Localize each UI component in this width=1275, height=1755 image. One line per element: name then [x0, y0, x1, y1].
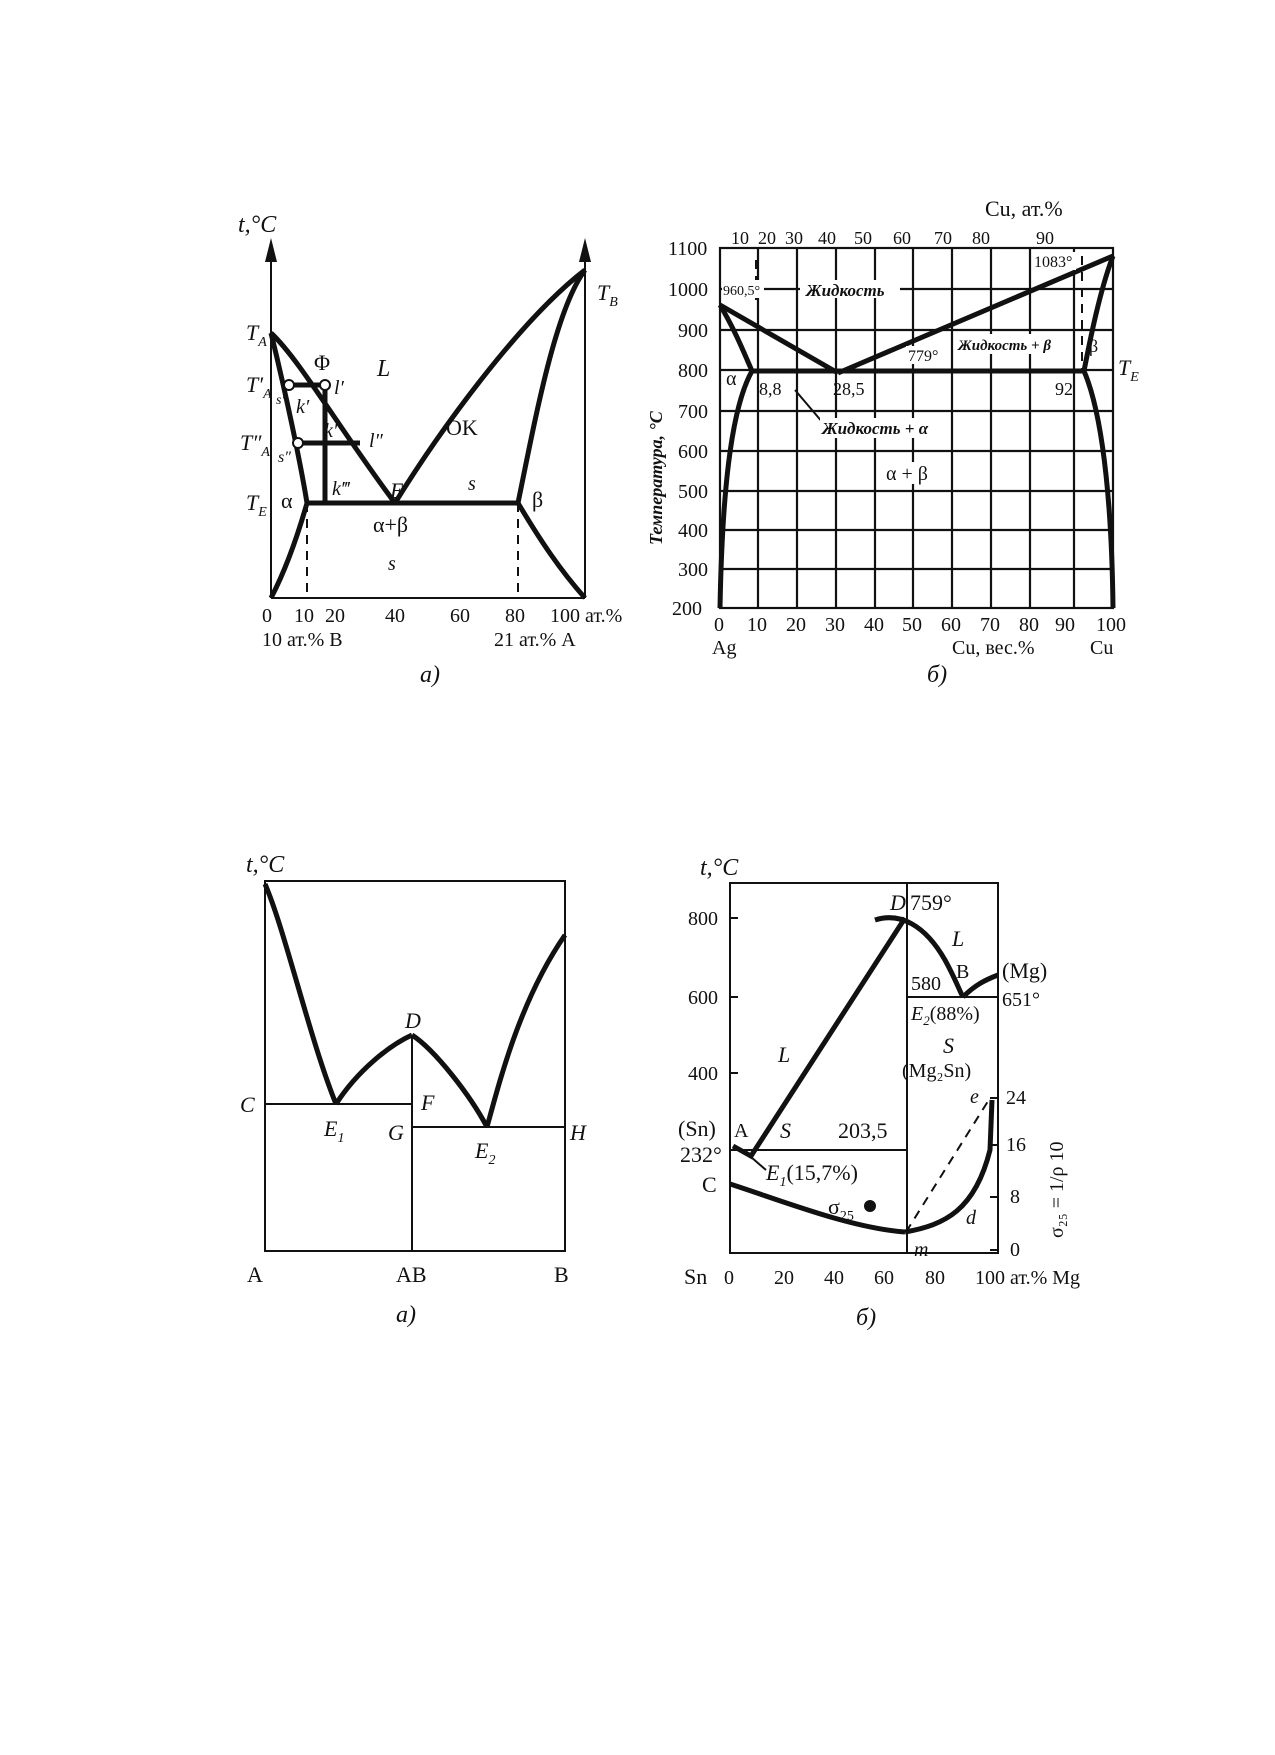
right-arrow-icon [579, 238, 591, 262]
curve-E2-B [487, 935, 565, 1127]
label-E2: $E_2(88\%)$ [911, 1003, 980, 1028]
top-tick-30: 30 [785, 228, 803, 248]
label-s2: s″ [278, 449, 291, 466]
label-TA2: $T''_A$ [240, 430, 270, 460]
x-label-AB: AB [396, 1262, 427, 1287]
y-tick-900: 900 [678, 320, 708, 342]
label-l2: l″ [369, 430, 383, 452]
tick-100: 100 ат.% [550, 605, 623, 627]
point-s2 [293, 438, 303, 448]
x-tick-20: 20 [774, 1267, 794, 1289]
label-t-Mg: 651° [1002, 989, 1040, 1011]
note-right: 21 ат.% A [494, 629, 576, 651]
label-sigma: $\sigma_{25}$ [828, 1194, 854, 1224]
label-alpha-beta: α+β [373, 512, 409, 537]
top-tick-80: 80 [972, 228, 990, 248]
caption-a-bottom: а) [396, 1302, 416, 1328]
solvus-right [518, 503, 585, 598]
top-tick-40: 40 [818, 228, 836, 248]
tick-20: 20 [325, 605, 345, 627]
top-tick-20: 20 [758, 228, 776, 248]
label-232: 232° [680, 1142, 722, 1167]
label-liquid: Жидкость [806, 281, 885, 300]
label-e: e [970, 1086, 979, 1108]
label-TA1: $T'_A$ [246, 372, 272, 402]
r-tick-0: 0 [1010, 1239, 1020, 1261]
y-tick-600: 600 [688, 987, 718, 1009]
label-beta: β [532, 487, 544, 512]
x-title: Cu, вес.% [952, 637, 1035, 659]
y-tick-200: 200 [672, 598, 702, 620]
x-left-ag: Ag [712, 637, 737, 659]
label-eut-t: 779° [908, 348, 939, 365]
label-Mg: (Mg) [1002, 958, 1048, 983]
x-tick-100: 100 ат.% Mg [975, 1267, 1081, 1289]
y-axis-label: t,°C [238, 212, 277, 238]
label-c1: 8,8 [759, 379, 782, 399]
liquidus-right [395, 270, 585, 503]
y-tick-800: 800 [678, 360, 708, 382]
label-c3: 92 [1055, 379, 1073, 399]
y-arrow-icon [265, 238, 277, 262]
y-tick-1100: 1100 [668, 238, 708, 260]
x-tick-40: 40 [864, 614, 884, 636]
x-tick-20: 20 [786, 614, 806, 636]
tick-60: 60 [450, 605, 470, 627]
label-E1: $E_1(15,7\%)$ [766, 1160, 858, 1190]
label-A: A [734, 1120, 749, 1142]
figure-bottom-right [678, 855, 1080, 1331]
figure-top-right [646, 196, 1139, 688]
label-TE: $T_E$ [246, 490, 267, 520]
top-tick-50: 50 [854, 228, 872, 248]
label-580: 580 [911, 973, 941, 995]
label-B: B [956, 961, 970, 983]
tick-0: 0 [262, 605, 272, 627]
top-axis-title: Cu, ат.% [985, 196, 1063, 221]
pointer-E1 [751, 1157, 766, 1170]
x-tick-100: 100 [1096, 614, 1126, 636]
tick-10: 10 [294, 605, 314, 627]
label-t-cu: 1083° [1034, 254, 1073, 271]
label-L-top: L [952, 926, 965, 951]
solidus-right [518, 270, 585, 503]
y-tick-600: 600 [678, 441, 708, 463]
figure-bottom-left [240, 852, 587, 1328]
sigma-dash [906, 1098, 990, 1232]
label-s-lower: s [388, 553, 396, 575]
label-k2: k″ [324, 420, 342, 442]
x-tick-70: 70 [980, 614, 1000, 636]
x-right-cu: Cu [1090, 637, 1114, 659]
caption-b-top: б) [927, 662, 948, 688]
label-E: E [390, 478, 404, 503]
y-tick-800: 800 [688, 908, 718, 930]
y-tick-400: 400 [678, 520, 708, 542]
note-left: 10 ат.% B [262, 629, 343, 651]
tick-80: 80 [505, 605, 525, 627]
label-s1: s′ [276, 393, 285, 408]
figure-top-left [238, 212, 622, 688]
solidus-left [271, 333, 307, 503]
label-S-comp: S [943, 1033, 954, 1058]
tick-40: 40 [385, 605, 405, 627]
x-tick-10: 10 [747, 614, 767, 636]
x-tick-90: 90 [1055, 614, 1075, 636]
label-liquid-beta: Жидкость + β [958, 338, 1051, 354]
label-E1: $E_1$ [324, 1116, 345, 1146]
top-tick-10: 10 [731, 228, 749, 248]
curve-A-E1 [265, 884, 336, 1104]
label-TE: $T_E$ [1118, 355, 1139, 385]
label-t-ag: 960,5° [723, 284, 761, 299]
caption-b-bottom: б) [856, 1305, 877, 1331]
x-left-sn: Sn [684, 1264, 708, 1289]
point-s1 [284, 380, 294, 390]
x-tick-80: 80 [925, 1267, 945, 1289]
label-S-left: S [780, 1118, 791, 1143]
y-axis-title: Температура, °C [646, 411, 666, 545]
x-tick-40: 40 [824, 1267, 844, 1289]
y-tick-300: 300 [678, 559, 708, 581]
label-alpha: α [281, 488, 293, 513]
x-tick-80: 80 [1019, 614, 1039, 636]
right-axis-title: σ₂₅ = 1/ρ 10 [1046, 1141, 1068, 1238]
label-m: m [914, 1239, 929, 1261]
label-s-upper: s [468, 473, 476, 495]
r-tick-16: 16 [1006, 1134, 1026, 1156]
top-tick-90: 90 [1036, 228, 1054, 248]
r-tick-8: 8 [1010, 1186, 1020, 1208]
y-tick-700: 700 [678, 401, 708, 423]
label-2035: 203,5 [838, 1118, 888, 1143]
r-tick-24: 24 [1006, 1087, 1026, 1109]
x-tick-60: 60 [874, 1267, 894, 1289]
label-TB: $T_B$ [597, 280, 618, 310]
y-tick-1000: 1000 [668, 279, 708, 301]
label-C: C [702, 1172, 717, 1197]
y-axis-label: t,°C [246, 852, 285, 878]
x-label-A: A [247, 1262, 263, 1287]
label-c2: 28,5 [833, 379, 865, 399]
x-tick-60: 60 [941, 614, 961, 636]
label-l1: l′ [334, 377, 344, 399]
label-L: L [377, 356, 391, 382]
x-tick-0: 0 [714, 614, 724, 636]
x-tick-30: 30 [825, 614, 845, 636]
top-tick-60: 60 [893, 228, 911, 248]
label-Mg2Sn: (Mg₂Sn) [902, 1060, 972, 1082]
liquidus-cu [838, 256, 1113, 373]
solvus-cu [1084, 371, 1113, 608]
frame [265, 881, 565, 1251]
label-E2: $E_2$ [475, 1138, 496, 1168]
label-beta: β [1089, 336, 1099, 356]
label-H: H [570, 1120, 586, 1145]
label-F: F [421, 1090, 435, 1115]
label-liquid-alpha: Жидкость + α [822, 419, 929, 438]
solvus-left [271, 503, 307, 598]
label-TA: $T_A$ [246, 320, 267, 350]
solvus-ag [720, 371, 752, 608]
y-axis-label: t,°C [700, 855, 739, 881]
label-D: D [890, 890, 906, 915]
label-k3: k‴ [332, 478, 350, 500]
y-tick-400: 400 [688, 1063, 718, 1085]
label-OK: OK [446, 415, 478, 440]
label-phi: Φ [314, 350, 331, 375]
x-label-B: B [554, 1262, 569, 1287]
x-tick-0: 0 [724, 1267, 734, 1289]
label-alpha: α [726, 368, 737, 390]
label-t-D: 759° [910, 890, 952, 915]
y-tick-500: 500 [678, 481, 708, 503]
top-tick-70: 70 [934, 228, 952, 248]
label-alpha-beta: α + β [886, 463, 928, 485]
label-k1: k′ [296, 396, 310, 418]
label-L-mid: L [778, 1042, 791, 1067]
label-D: D [405, 1008, 421, 1033]
x-tick-50: 50 [902, 614, 922, 636]
curve-E1-D [336, 1035, 412, 1104]
sigma-marker [864, 1200, 876, 1212]
label-G: G [388, 1120, 404, 1145]
sigma-curve-left [730, 1184, 905, 1232]
label-Sn: (Sn) [678, 1116, 716, 1141]
point-l1 [320, 380, 330, 390]
label-d: d [966, 1207, 976, 1229]
label-C: C [240, 1092, 255, 1117]
caption-a-top: а) [420, 662, 440, 688]
